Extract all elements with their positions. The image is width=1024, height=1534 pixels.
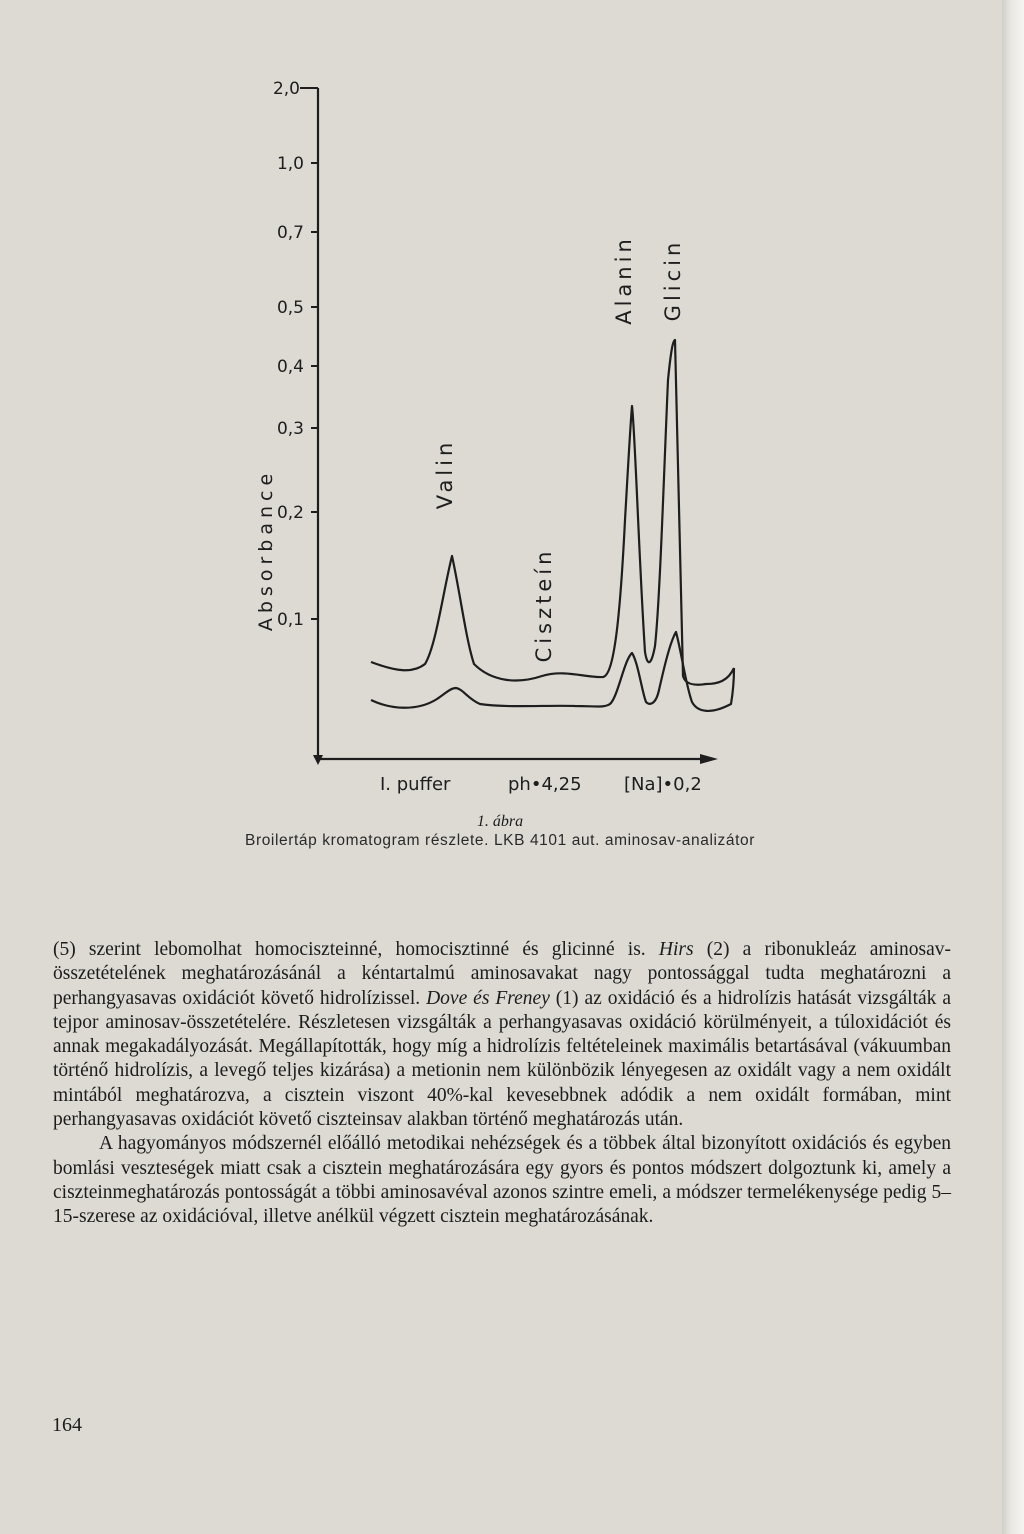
- text-run: (1) az oxidáció és a hidrolízis hatását vizsgálták a tejpor aminosav-összetételére. Részletesen vizsgálták a perhangyasavas oxidáció körülményeit, a túloxidációt és annak megakadályozását. Megállapították, hogy míg a hidrolízis feltételeinek maximális betartásával (vákuumban történő hidrolízis, a levegő teljes kizárása) a metionin nem különbözik lényegesen az oxidált vagy a nem oxidált mintából meghatározva, a cisztein viszont 40%-kal kevesebbnek adódik a nem oxidált formában, mint perhangyasavas oxidációt követő ciszteinsav alakban történő meghatározás után.: [53, 987, 951, 1131]
- author-citation: Hirs: [658, 939, 694, 960]
- author-citation: Dove és Freney: [426, 987, 550, 1009]
- figure-number: 1. ábra: [476, 813, 524, 830]
- x-label-na: [Na]•0,2: [624, 774, 702, 795]
- y-tick-label: 0,3: [276, 419, 304, 439]
- y-tick-label: 1,0: [276, 154, 304, 174]
- text-run: (2) a ribonukleáz aminosav-összetételének meghatározásánál a kéntartalmú aminosavakat nagy pontossággal tudta meghatározni a perhangyasavas oxidációt követő hidrolízissel.: [53, 939, 951, 1009]
- y-tick-label: 0,1: [276, 610, 304, 630]
- y-tick-label: 2,0: [272, 79, 300, 99]
- peak-label-alanin: Alanin: [612, 235, 636, 325]
- y-tick-label: 0,7: [276, 223, 304, 243]
- x-label-buffer: I. puffer: [380, 774, 451, 795]
- page-number: 164: [52, 1414, 82, 1436]
- x-axis-arrow: [700, 754, 718, 764]
- page-edge: [1002, 0, 1024, 1534]
- y-axis-title: Absorbance: [255, 468, 277, 632]
- peak-label-valin: Valin: [433, 438, 457, 510]
- y-tick-label: 0,2: [276, 503, 304, 523]
- peak-label-cisztein: Ciszteín: [532, 547, 556, 663]
- text-run: (5) szerint lebomolhat homociszteinné, homocisztinné és glicinné is.: [53, 939, 659, 960]
- y-tick-label: 0,4: [276, 357, 304, 377]
- paragraph-1: [53, 938, 951, 1132]
- peak-label-glicin: Glicin: [661, 238, 685, 322]
- figure-caption: Broilertáp kromatogram részlete. LKB 4101 aut. aminosav-analizátor: [245, 832, 755, 849]
- paragraph-2: A hagyományos módszernél előálló metodikai nehézségek és a többek által bizonyított oxidációs és egyben bomlási veszteségek miatt csak a cisztein meghatározására egy gyors és pontos módszert dolgoztunk ki, amely a ciszteinmeghatározás pontosságát a többi aminosavéval azonos szintre emeli, a módszer termelékenysége pedig 5–15-szerese az oxidációval, illetve anélkül végzett cisztein meghatározásának.: [53, 1133, 951, 1228]
- body-text: [53, 938, 951, 1230]
- y-tick-label: 0,5: [276, 298, 304, 318]
- x-label-ph: ph•4,25: [508, 774, 582, 795]
